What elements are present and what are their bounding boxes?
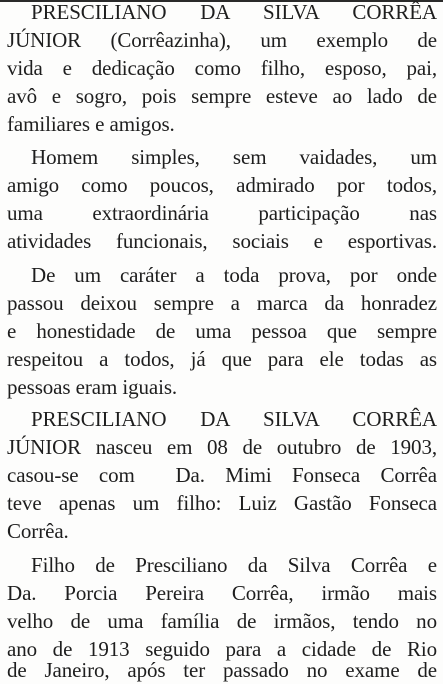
paragraph-line: teve apenas um filho: Luiz Gastão Fonseca — [7, 491, 437, 515]
paragraph-line: De um caráter a toda prova, por onde — [31, 263, 437, 287]
paragraph-line: JÚNIOR (Corrêazinha), um exemplo de — [7, 28, 437, 52]
paragraph-line: passou deixou sempre a marca da honradez — [7, 291, 437, 315]
paragraph-line: avô e sogro, pois sempre esteve ao lado de — [7, 84, 437, 108]
paragraph-line: amigo como poucos, admirado por todos, — [7, 173, 437, 197]
paragraph-line: PRESCILIANO DA SILVA CORRÊA — [31, 407, 437, 431]
paragraph-line: uma extraordinária participação nas — [7, 201, 437, 225]
paragraph-line: de Janeiro, após ter passado no exame de — [7, 658, 437, 682]
paragraph-line: JÚNIOR nasceu em 08 de outubro de 1903, — [7, 435, 437, 459]
paragraph-line: ano de 1913 seguido para a cidade de Rio — [7, 637, 437, 661]
paragraph-line: familiares e amigos. — [7, 112, 175, 136]
paragraph-line: vida e dedicação como filho, esposo, pai, — [7, 56, 437, 80]
paragraph-line: Corrêa. — [7, 519, 69, 543]
paragraph-line: Homem simples, sem vaidades, um — [31, 145, 437, 169]
paragraph-line: casou-se com Da. Mimi Fonseca Corrêa — [7, 463, 437, 487]
paragraph-line: Da. Porcia Pereira Corrêa, irmão mais — [7, 581, 437, 605]
paragraph-line: atividades funcionais, sociais e esportivas. — [7, 229, 437, 253]
paragraph-line: respeitou a todos, já que para ele todas as — [7, 347, 437, 371]
paragraph-line: pessoas eram iguais. — [7, 375, 178, 399]
paragraph-line: velho de uma família de irmãos, tendo no — [7, 609, 437, 633]
paragraph-line: e honestidade de uma pessoa que sempre — [7, 319, 437, 343]
paragraph-line: Filho de Presciliano da Silva Corrêa e — [31, 553, 437, 577]
paragraph-line: PRESCILIANO DA SILVA CORRÊA — [31, 0, 437, 24]
